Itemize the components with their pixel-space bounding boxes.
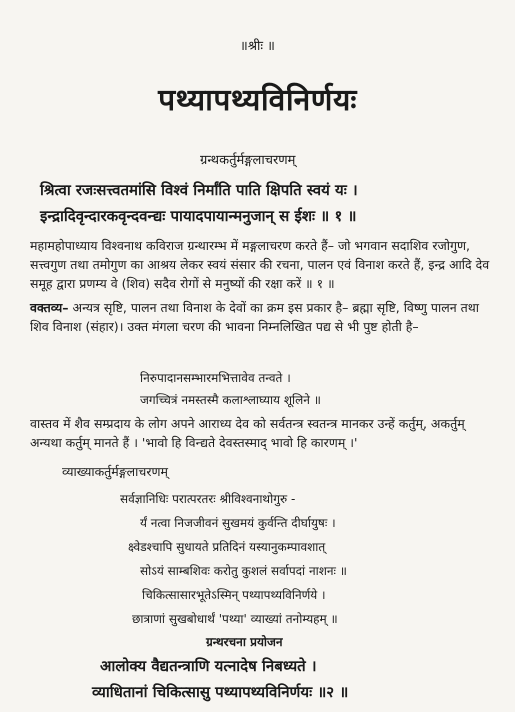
final-verse-line-1: आलोक्य वैद्यतन्त्राणि यत्नादेष निबध्यते । (100, 657, 317, 675)
sloka-line-2: र्यं नत्वा निजजीवनं सुखमयं कुर्वन्ति दीर्घायुषः । (140, 516, 336, 530)
sloka-line-3: क्ष्वेडश्चापि सुधायते प्रतिदिनं यस्यानुकम्पावशात् (128, 540, 326, 554)
statement-label: वक्तव्य– (30, 300, 69, 315)
section-heading-commentator: व्याख्याकर्तुर्मङ्गलाचरणम् (62, 464, 168, 479)
quote-line-2: जगच्चित्रं नमस्तस्मै कलाश्लाघ्याय शूलिने ॥ (140, 393, 321, 407)
sloka-line-6: छात्राणां सुखबोधार्थं 'पथ्या' व्याख्यां तनोम्यहम् ॥ (132, 612, 338, 626)
page-title: पथ्यापथ्यविनिर्णयः (158, 83, 357, 118)
quote-line-1: निरुपादानसम्भारमभित्तावेव तन्वते । (140, 371, 291, 385)
section-heading-invocation: ग्रन्थकर्तुर्मङ्गलाचरणम् (200, 153, 296, 168)
final-verse-line-2: व्याधितानां चिकित्सासु पथ्यापथ्यविनिर्णयः ॥२ ॥ (92, 683, 349, 701)
verse-line-2: इन्द्रादिवृन्दारकवृन्दवन्द्यः पायादपायान्मनुजान् स ईशः ॥ १ ॥ (40, 207, 357, 225)
verse-line-1: श्रित्वा रजःसत्त्वतमांसि विश्वं निर्मांति पाति क्षिपति स्वयं यः । (40, 181, 358, 199)
commentary-paragraph-3: वास्तव में शैव सम्प्रदाय के लोग अपने आराध्य देव को सर्वतन्त्र स्वतन्त्र मानकर उन्हें कर्तुम्, अकर्तुम् अन्यथा कर्तुम् मानते हैं । 'भावो हि विन्द्यते देवस्तस्माद् भावो हि कारणम् ।' (30, 416, 465, 450)
sloka-line-5: चिकित्सासारभूतेऽस्मिन् पथ्यापथ्यविनिर्णये । (142, 588, 326, 602)
auspicious-invocation: ॥श्रीः ॥ (240, 39, 275, 54)
commentary-paragraph-1: महामहोपाध्याय विश्वनाथ कविराज ग्रन्थारम्भ में मङ्गलाचरण करते हैं– जो भगवान सदाशिव रजोगुण, सत्त्वगुण तथा तमोगुण का आश्रय लेकर स्वयं संसार की रचना, पालन एवं विनाश करते हैं, इन्द्र आदि देव समूह द्वारा प्रणम्य वे (शिव) सदैव रोगों से मनुष्यों की रक्षा करें ॥ १ ॥ (30, 238, 490, 291)
sloka-line-1: सर्वज्ञानिधिः परात्परतरः श्रीविश्वनाथोगुरु - (120, 492, 296, 506)
commentary-paragraph-2 (30, 298, 495, 336)
section-heading-purpose: ग्रन्थरचना प्रयोजन (206, 635, 283, 649)
sloka-line-4: सोऽयं साम्बशिवः करोतु कुशलं सर्वापदां नाशनः ॥ (140, 564, 347, 578)
statement-text: अन्यत्र सृष्टि, पालन तथा विनाश के देवों का क्रम इस प्रकार है– ब्रह्मा सृष्टि, विष्णु पालन तथा शिव विनाश (संहार)। उक्त मंगला चरण की भावना निम्नलिखित पद्य से भी पुष्ट होती है– (30, 300, 479, 334)
